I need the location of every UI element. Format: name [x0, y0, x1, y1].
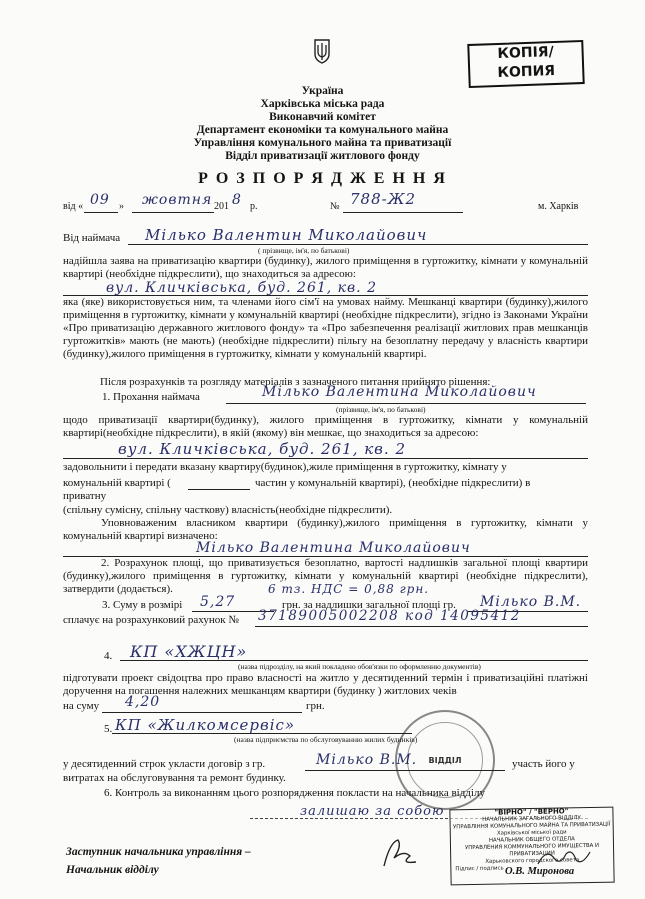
number-label: №	[330, 201, 340, 212]
applicant-line	[128, 244, 588, 245]
item1-line	[226, 403, 586, 404]
header-country: Україна	[301, 85, 344, 97]
item6-text: 6. Контроль за виконанням цього розпорядження покласти на начальника відділу	[104, 787, 485, 799]
number-line	[343, 212, 463, 213]
item1-text2e: (спільну сумісну, спільну часткову) власність(необхідне підкреслити).	[63, 504, 393, 516]
date-year-suffix: р.	[250, 201, 258, 212]
item4-sum-line	[102, 712, 302, 713]
copy-stamp	[467, 40, 584, 88]
applicant-hint: ( прізвище, ім'я, по батькові)	[258, 246, 350, 255]
copy-stamp-line2: КОПИЯ	[497, 62, 556, 81]
applicant-name: Мілько Валентин Миколайович	[145, 226, 428, 244]
item1-text2c: частин у комунальній квартирі), (необхідне підкреслити) в	[255, 477, 531, 489]
item1-address-line	[63, 458, 588, 459]
date-year-prefix: 201	[214, 201, 229, 212]
order-number: 788-Ж2	[350, 190, 417, 208]
date-mid: »	[119, 201, 124, 212]
item5-hint: (назва підприємства по обслуговуванню жилих будинків)	[234, 735, 418, 744]
item3-account: 37189005002208 код 14095412	[258, 608, 521, 624]
item1-text1: щодо приватизації квартири(будинку), жилого приміщення в гуртожитку, кімнати у комунальній квартирі(необхідне підкреслити), в якій (якому) він мешкає, що знаходиться за адресою:	[63, 414, 588, 439]
verify-stamp-l2: УПРАВЛІННЯ КОМУНАЛЬНОГО МАЙНА ТА ПРИВАТИЗАЦІЇ	[452, 821, 611, 831]
verify-stamp-title: "ВІРНО" / "ВЕРНО"	[494, 807, 569, 817]
item3-label: 3. Суму в розмірі	[102, 599, 183, 611]
item4-sum: 4,20	[125, 694, 161, 710]
header-committee: Виконавчий комітет	[269, 111, 376, 123]
verify-stamp-l4: НАЧАЛЬНИК ОБЩЕГО ОТДЕЛА	[488, 836, 575, 844]
item4-sum-label: на суму	[63, 700, 100, 712]
date-year-digit: 8	[232, 192, 242, 208]
applicant-text1: надійшла заява на приватизацію квартири (будинку), жилого приміщення в гуртожитку, кімнати у комунальній квартирі (необхідне підкреслити), що знаходиться за адресою:	[63, 255, 588, 280]
item4-text1: підготувати проект свідоцтва про право власності на житло у десятиденний термін і приватизаційні платіжні доручення на погашення належних мешканцям квартири (будинку ) житлових чеків	[63, 672, 588, 697]
verify-stamp-l6: Харьковского городского совета	[485, 857, 580, 865]
chief-signature-label: Начальник відділу	[66, 864, 159, 876]
item1-name: Мілько Валентина Миколайович	[262, 384, 537, 400]
signer-name: О.В. Миронова	[505, 866, 575, 877]
item5-text1: у десятиденний строк укласти договір з гр.	[63, 758, 266, 770]
item5-label: 5.	[104, 723, 113, 735]
copy-stamp-line1: КОПІЯ/	[497, 44, 554, 62]
item4-hint: (назва підрозділу, на який покладено обов'язки по оформленню документів)	[238, 662, 481, 671]
item4-org: КП «ХЖЦН»	[130, 642, 248, 661]
applicant-address: вул. Кличківська, буд. 261, кв. 2	[106, 280, 377, 296]
verify-stamp-l5: УПРАВЛЕНИЯ КОММУНАЛЬНОГО ИМУЩЕСТВА И ПРИВАТИЗАЦИИ	[464, 842, 600, 858]
applicant-label: Від наймача	[63, 232, 121, 244]
item4-label: 4.	[104, 650, 113, 662]
item3-payer: Мілько В.М.	[480, 594, 582, 610]
item5-person: Мілько В.М.	[316, 752, 418, 768]
applicant-text2: яка (яке) використовується ним, та членами його сім'ї на умовах найму. Мешканці квартири (будинку),жилого приміщення в гуртожитку, кімнати у комунальній квартирі (необхідне підкреслити), згідно із Законами України «Про приватизацію державного житлового фонду» та «Про забезпечення реалізації житлових прав мешканців гуртожитків» мають (не мають) (необхідне підкреслити) пільгу на безоплатну передачу у власність квартири (будинку),жилого приміщення в гуртожитку, кімнати у комунальній квартирі.	[63, 296, 588, 360]
deputy-signature-label: Заступник начальника управління –	[66, 846, 251, 858]
item1-label: 1. Прохання наймача	[102, 391, 200, 403]
item5-org: КП «Жилкомсервіс»	[115, 716, 296, 734]
item1-part-line	[188, 489, 250, 490]
date-month-line	[132, 212, 214, 213]
item1-text2d: приватну	[63, 490, 107, 502]
item1-text3: Уповноваженим власником квартири (будинку),жилого приміщення в гуртожитку, кімнати у комунальній квартирі визначено:	[63, 517, 588, 542]
item5-text2: участь його у	[512, 758, 575, 770]
handwritten-signature	[380, 836, 420, 870]
item1-address: вул. Кличківська, буд. 261, кв. 2	[118, 440, 406, 458]
date-prefix: від «	[63, 201, 84, 212]
item5-line	[112, 733, 412, 734]
item2-text: 2. Розрахунок площі, що приватизується безоплатно, вартості надлишків загальної площі квартири (будинку),жилого приміщення в гуртожитку, кімнати у комунальній квартирі (необхідне підкреслити), затвердити (додається).	[63, 557, 588, 595]
item2-handwritten: 6 тз. НДС = 0,88 грн.	[268, 582, 430, 596]
date-day: 09	[90, 192, 110, 208]
header-department: Департамент економіки та комунального майна	[196, 124, 449, 136]
round-stamp	[395, 710, 495, 810]
round-stamp-text: ВІДДІЛ	[428, 755, 462, 765]
item1-text2b: комунальній квартирі (	[63, 477, 171, 489]
item3-amount: 5,27	[200, 594, 236, 610]
verify-stamp-l3: Харківської міської ради	[496, 829, 567, 837]
item1-hint: (прізвище, ім'я, по батькові)	[336, 405, 426, 414]
decision-intro: Після розрахунків та розгляду матеріалів з зазначеного питання прийнято рішення:	[100, 376, 491, 388]
header-council: Харківська міська рада	[260, 98, 385, 110]
item4-line	[120, 660, 588, 661]
item3-account-label: сплачує на розрахунковий рахунок №	[63, 614, 239, 626]
date-day-line	[84, 212, 118, 213]
item3-mid: грн. за надлишки загальної площі гр.	[282, 599, 456, 611]
item5-text3: витратах на обслуговування та ремонт будинку.	[63, 772, 286, 784]
item6-handwritten: залишаю за собою	[300, 804, 445, 819]
document-title: Р О З П О Р Я Д Ж Е Н Н Я	[198, 170, 447, 187]
item1-owner: Мілько Валентина Миколайович	[196, 540, 471, 556]
item3-account-line	[255, 626, 588, 627]
header-administration: Управління комунального майна та приватизації	[193, 137, 452, 149]
date-month: жовтня	[142, 192, 213, 208]
verify-stamp-sign-label: Підпис / подпись	[455, 865, 504, 873]
city: м. Харків	[538, 201, 579, 212]
item4-sum-unit: грн.	[306, 700, 325, 712]
coat-of-arms-icon	[313, 38, 331, 64]
item1-text2a: задовольнити і передати вказану квартиру(будинок),жиле приміщення в гуртожитку, кімнату у	[63, 461, 507, 473]
verify-stamp-l1: НАЧАЛЬНИК ЗАГАЛЬНОГО ВІДДІЛУ	[482, 815, 581, 823]
header-division: Відділ приватизації житлового фонду	[225, 150, 420, 162]
